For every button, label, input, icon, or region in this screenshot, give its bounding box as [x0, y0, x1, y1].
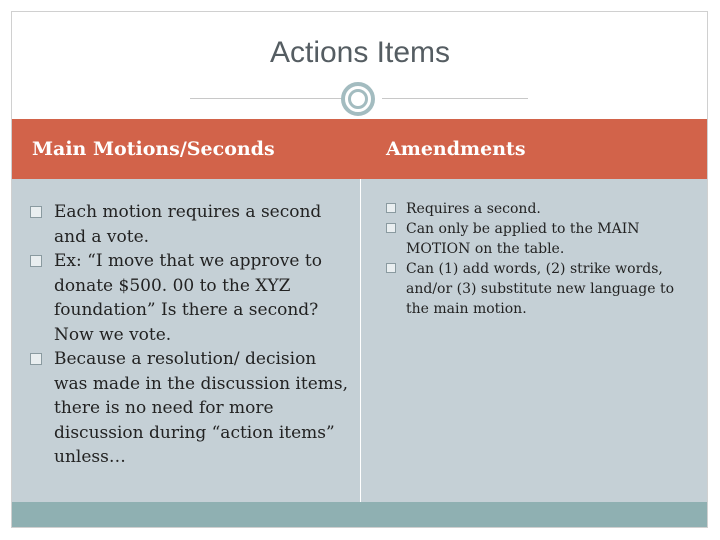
slide-title: Actions Items [269, 36, 451, 69]
list-item [386, 259, 696, 319]
list-item [30, 249, 350, 347]
list-item-text: Because a resolution/ decision was made in the discussion items, there is no need for more discussion during “action items” unless… [54, 349, 349, 467]
circle-ornament-inner [348, 89, 368, 109]
bullet-icon [386, 223, 396, 233]
list-item-text: Requires a second. [406, 201, 541, 217]
title-rule-left [190, 98, 342, 99]
bullet-icon [386, 203, 396, 213]
list-item-text: Can (1) add words, (2) strike words, and/or (3) substitute new language to the main motion. [406, 261, 675, 317]
bullet-icon [386, 263, 396, 273]
title-rule-right [382, 98, 528, 99]
footer-band [12, 502, 707, 527]
bullet-icon [30, 353, 42, 365]
list-item [386, 219, 696, 259]
left-bullet-list [30, 200, 350, 470]
right-bullet-list [386, 199, 696, 319]
right-column-header: Amendments [386, 138, 526, 160]
bullet-icon [30, 255, 42, 267]
list-item-text: Each motion requires a second and a vote. [54, 202, 322, 247]
circle-ornament-icon [341, 82, 375, 116]
left-column-header: Main Motions/Seconds [32, 138, 275, 160]
bullet-icon [30, 206, 42, 218]
list-item-text: Can only be applied to the MAIN MOTION on the table. [406, 221, 640, 257]
list-item [386, 199, 696, 219]
list-item [30, 200, 350, 249]
list-item [30, 347, 350, 470]
list-item-text: Ex: “I move that we approve to donate $500. 00 to the XYZ foundation” Is there a second? Now we vote. [54, 251, 322, 345]
column-divider [360, 179, 361, 502]
